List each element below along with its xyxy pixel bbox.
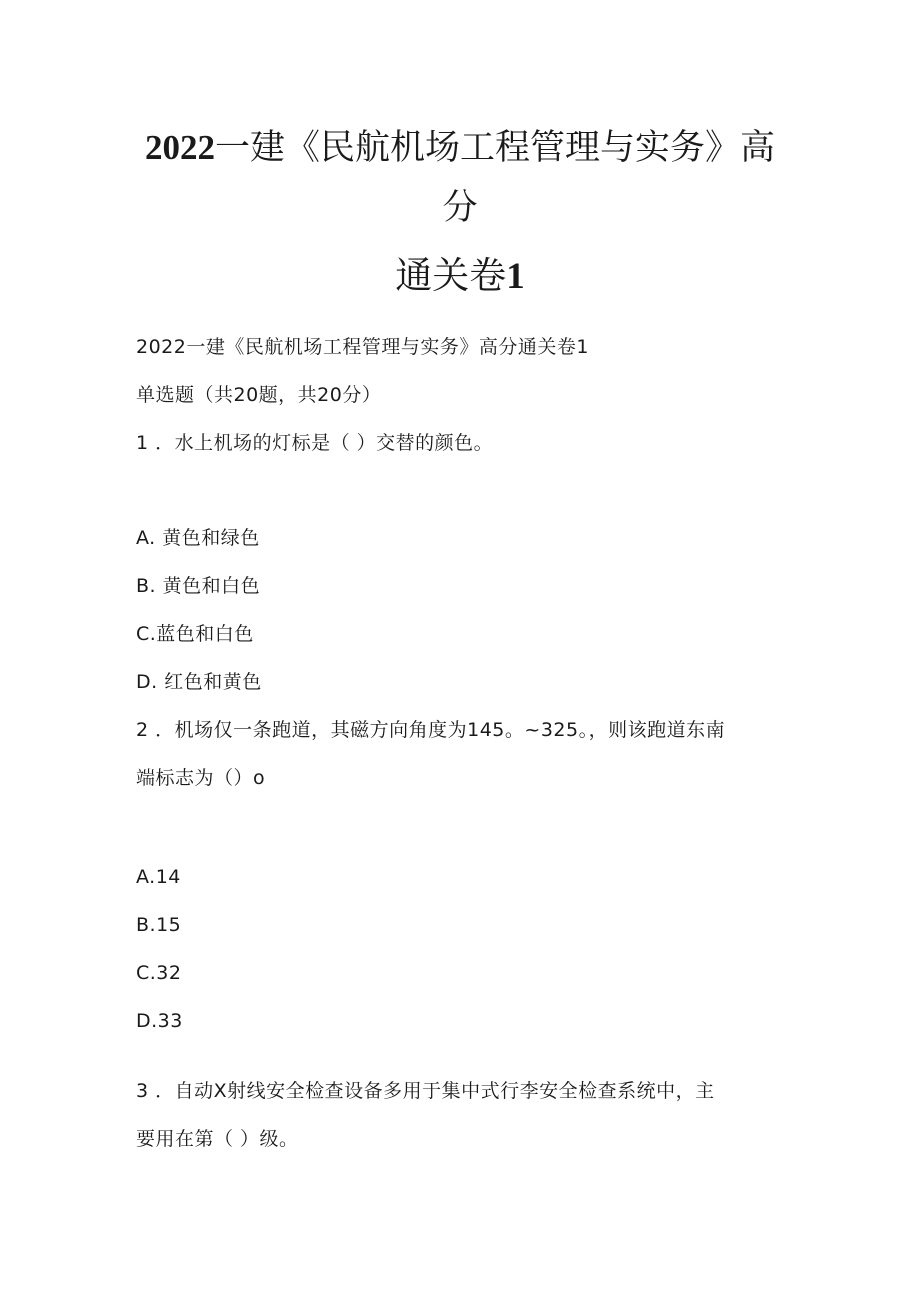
document-subtitle: 2022一建《民航机场工程管理与实务》高分通关卷1	[136, 336, 589, 358]
question-2-option-b: B.15	[136, 914, 182, 936]
question-2-option-a: A.14	[136, 866, 181, 888]
question-2-stem-line-1: 2 ．机场仅一条跑道，其磁方向角度为145。~325。，则该跑道东南	[136, 719, 726, 741]
question-1-option-d: D. 红色和黄色	[136, 671, 262, 693]
question-1-stem: 1 ．水上机场的灯标是（ ）交替的颜色。	[136, 432, 494, 454]
question-1-option-b: B. 黄色和白色	[136, 575, 261, 597]
title-line1-text: 一建《民航机场工程管理与实务》高分	[214, 128, 775, 228]
question-3-stem-line-1: 3 ．自动X射线安全检查设备多用于集中式行李安全检查系统中，主	[136, 1080, 715, 1102]
title-line-1	[140, 118, 780, 238]
section-heading: 单选题（共20题，共20分）	[136, 384, 382, 406]
question-2-stem-line-2: 端标志为（）o	[136, 767, 266, 789]
title-line2-number: 1	[506, 256, 525, 297]
question-2-option-c: C.32	[136, 962, 182, 984]
question-3-stem-line-2: 要用在第（ ）级。	[136, 1128, 299, 1150]
document-title	[0, 118, 920, 307]
title-line-2	[0, 246, 920, 307]
question-1-option-c: C.蓝色和白色	[136, 623, 254, 645]
question-1-option-a: A. 黄色和绿色	[136, 527, 260, 549]
title-line2-text: 通关卷	[395, 254, 507, 297]
question-2-option-d: D.33	[136, 1010, 183, 1032]
title-year: 2022	[144, 128, 215, 167]
